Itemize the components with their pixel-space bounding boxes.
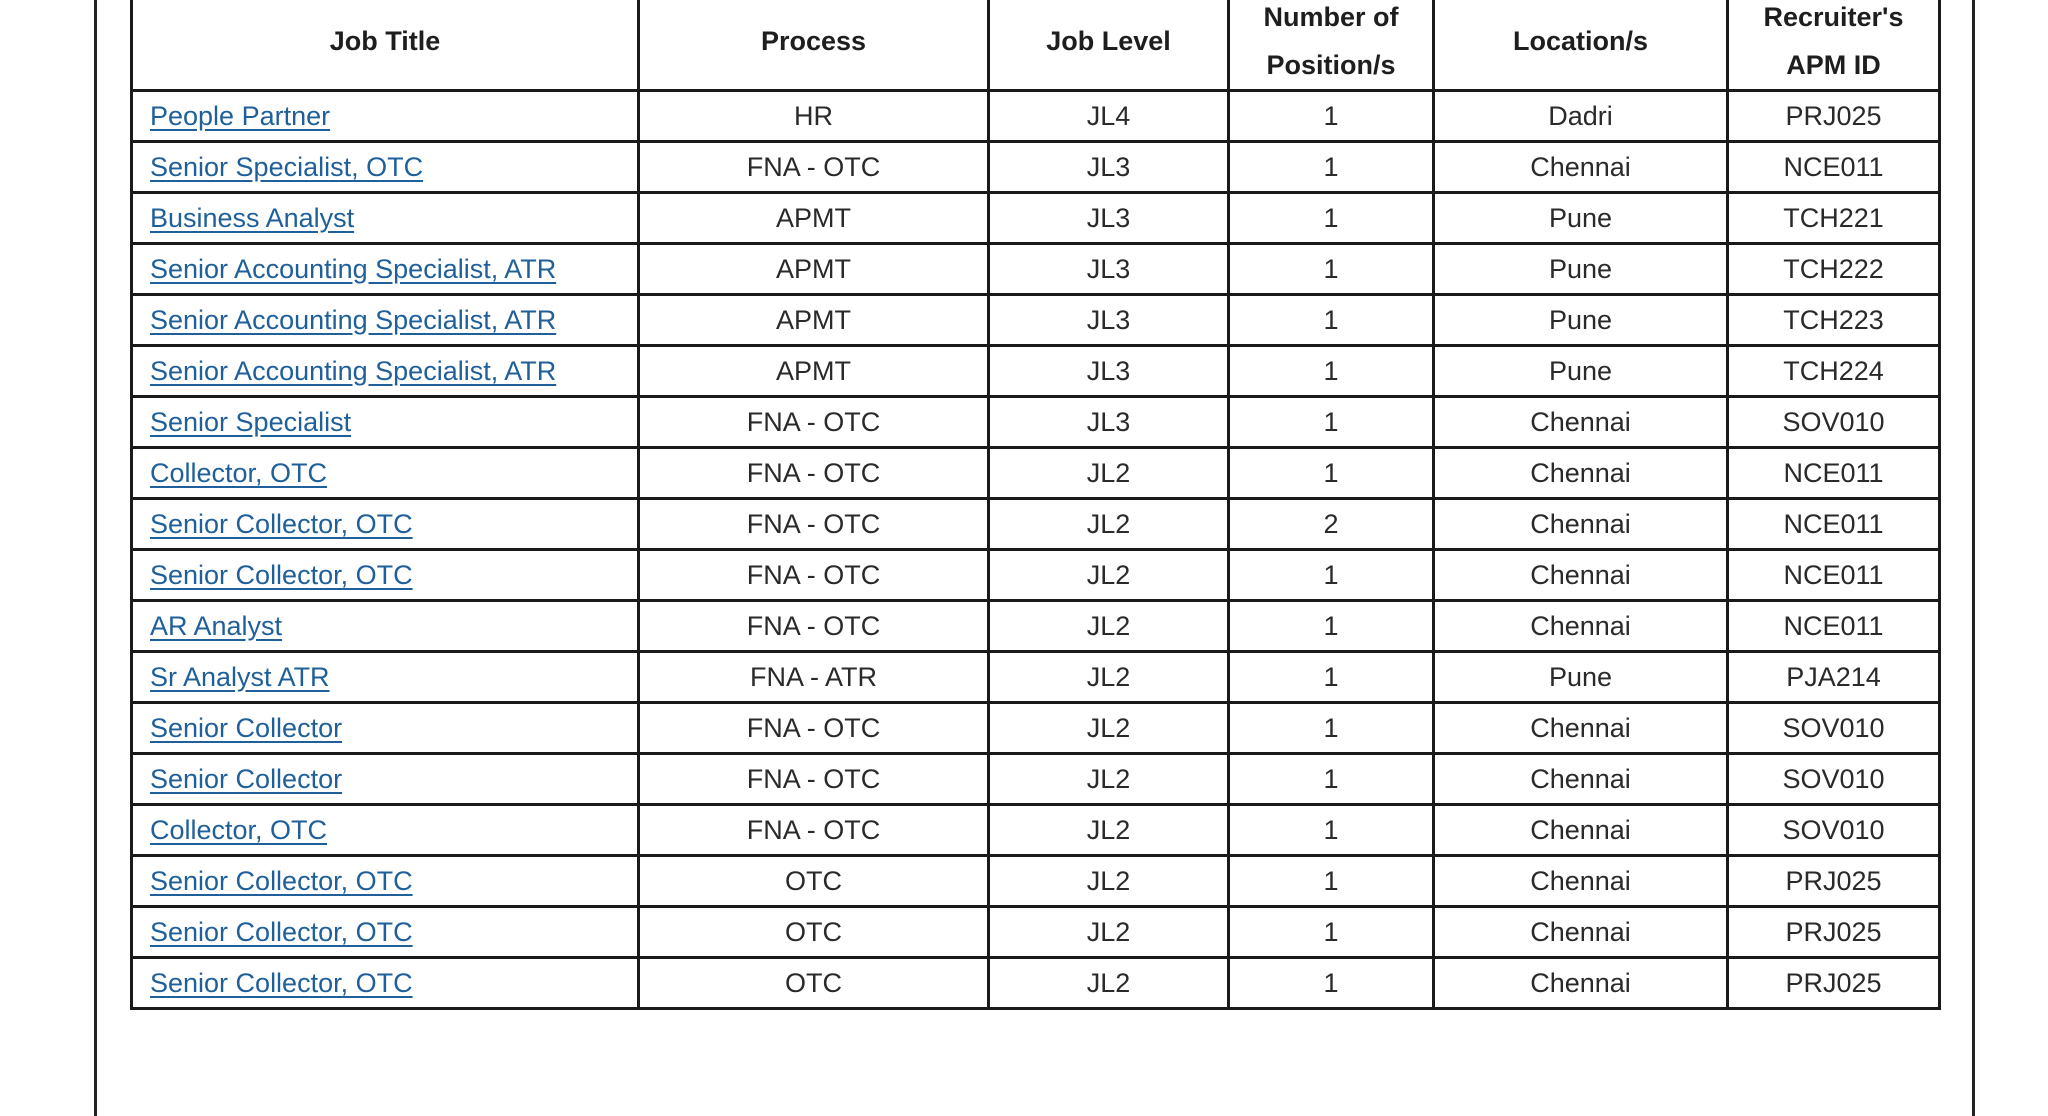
job-title-cell [132, 244, 639, 295]
positions-cell: 1 [1229, 907, 1434, 958]
job-level-cell: JL2 [989, 856, 1229, 907]
job-title-link[interactable]: Senior Specialist [150, 406, 352, 437]
job-title-link[interactable]: AR Analyst [150, 610, 283, 641]
job-title-link[interactable]: Senior Collector [150, 712, 343, 743]
table-row [132, 856, 1940, 907]
process-cell: OTC [639, 907, 989, 958]
positions-cell: 1 [1229, 550, 1434, 601]
job-title-cell [132, 550, 639, 601]
process-cell: HR [639, 91, 989, 142]
apm-id-cell: NCE011 [1728, 601, 1940, 652]
process-cell: FNA - OTC [639, 601, 989, 652]
header-recruiter-apm-id [1728, 0, 1940, 91]
job-title-cell [132, 703, 639, 754]
apm-id-cell: NCE011 [1728, 448, 1940, 499]
job-level-cell: JL2 [989, 448, 1229, 499]
header-job-level: Job Level [989, 0, 1229, 91]
location-cell: Dadri [1434, 91, 1728, 142]
location-cell: Pune [1434, 244, 1728, 295]
positions-cell: 1 [1229, 958, 1434, 1009]
table-row [132, 958, 1940, 1009]
location-cell: Chennai [1434, 703, 1728, 754]
apm-id-cell: SOV010 [1728, 703, 1940, 754]
header-positions-line1: Number of [1263, 2, 1399, 32]
table-row [132, 754, 1940, 805]
job-title-link[interactable]: Senior Accounting Specialist, ATR [150, 304, 557, 335]
apm-id-cell: PRJ025 [1728, 91, 1940, 142]
process-cell: FNA - OTC [639, 448, 989, 499]
table-row [132, 448, 1940, 499]
header-positions-line2: Position/s [1266, 50, 1396, 80]
location-cell: Chennai [1434, 550, 1728, 601]
process-cell: OTC [639, 958, 989, 1009]
job-title-link[interactable]: People Partner [150, 100, 331, 131]
job-title-cell [132, 142, 639, 193]
process-cell: FNA - OTC [639, 805, 989, 856]
location-cell: Chennai [1434, 754, 1728, 805]
table-row [132, 142, 1940, 193]
job-level-cell: JL4 [989, 91, 1229, 142]
location-cell: Chennai [1434, 448, 1728, 499]
positions-cell: 1 [1229, 397, 1434, 448]
location-cell: Chennai [1434, 805, 1728, 856]
job-title-link[interactable]: Senior Collector, OTC [150, 508, 413, 539]
job-level-cell: JL3 [989, 142, 1229, 193]
job-level-cell: JL3 [989, 244, 1229, 295]
positions-cell: 1 [1229, 652, 1434, 703]
job-level-cell: JL2 [989, 652, 1229, 703]
positions-cell: 1 [1229, 244, 1434, 295]
job-title-cell [132, 805, 639, 856]
job-title-cell [132, 499, 639, 550]
positions-cell: 1 [1229, 193, 1434, 244]
table-row [132, 652, 1940, 703]
job-title-link[interactable]: Collector, OTC [150, 457, 328, 488]
table-row [132, 193, 1940, 244]
table-row [132, 703, 1940, 754]
process-cell: FNA - OTC [639, 499, 989, 550]
process-cell: APMT [639, 346, 989, 397]
job-level-cell: JL2 [989, 754, 1229, 805]
apm-id-cell: TCH224 [1728, 346, 1940, 397]
positions-cell: 1 [1229, 91, 1434, 142]
process-cell: FNA - OTC [639, 142, 989, 193]
job-title-cell [132, 907, 639, 958]
apm-id-cell: PRJ025 [1728, 907, 1940, 958]
job-level-cell: JL3 [989, 295, 1229, 346]
apm-id-cell: TCH223 [1728, 295, 1940, 346]
job-level-cell: JL2 [989, 805, 1229, 856]
header-location: Location/s [1434, 0, 1728, 91]
location-cell: Pune [1434, 193, 1728, 244]
location-cell: Chennai [1434, 856, 1728, 907]
apm-id-cell: SOV010 [1728, 397, 1940, 448]
location-cell: Chennai [1434, 907, 1728, 958]
process-cell: FNA - ATR [639, 652, 989, 703]
process-cell: FNA - OTC [639, 754, 989, 805]
location-cell: Chennai [1434, 958, 1728, 1009]
apm-id-cell: NCE011 [1728, 499, 1940, 550]
job-level-cell: JL3 [989, 346, 1229, 397]
table-row [132, 805, 1940, 856]
job-level-cell: JL2 [989, 601, 1229, 652]
job-openings-table [130, 0, 1941, 1010]
job-title-link[interactable]: Sr Analyst ATR [150, 661, 330, 692]
positions-cell: 1 [1229, 754, 1434, 805]
apm-id-cell: NCE011 [1728, 550, 1940, 601]
job-level-cell: JL3 [989, 193, 1229, 244]
process-cell: APMT [639, 193, 989, 244]
job-title-cell [132, 754, 639, 805]
job-title-cell [132, 601, 639, 652]
job-title-link[interactable]: Senior Collector, OTC [150, 559, 413, 590]
table-row [132, 601, 1940, 652]
positions-cell: 1 [1229, 142, 1434, 193]
job-level-cell: JL3 [989, 397, 1229, 448]
apm-id-cell: PRJ025 [1728, 856, 1940, 907]
job-title-cell [132, 193, 639, 244]
positions-cell: 1 [1229, 805, 1434, 856]
table-row [132, 499, 1940, 550]
job-title-cell [132, 346, 639, 397]
process-cell: FNA - OTC [639, 550, 989, 601]
header-job-title: Job Title [132, 0, 639, 91]
job-title-link[interactable]: Senior Accounting Specialist, ATR [150, 355, 557, 386]
process-cell: FNA - OTC [639, 703, 989, 754]
job-title-link[interactable]: Senior Collector [150, 763, 343, 794]
table-body [132, 91, 1940, 1009]
job-title-cell [132, 958, 639, 1009]
job-title-cell [132, 652, 639, 703]
job-title-cell [132, 397, 639, 448]
header-number-of-positions [1229, 0, 1434, 91]
positions-cell: 1 [1229, 448, 1434, 499]
location-cell: Chennai [1434, 499, 1728, 550]
job-level-cell: JL2 [989, 958, 1229, 1009]
table-header [132, 0, 1940, 91]
table-row [132, 91, 1940, 142]
positions-cell: 1 [1229, 703, 1434, 754]
table-row [132, 907, 1940, 958]
job-title-cell [132, 448, 639, 499]
positions-cell: 1 [1229, 601, 1434, 652]
process-cell: FNA - OTC [639, 397, 989, 448]
header-row [132, 0, 1940, 91]
apm-id-cell: PRJ025 [1728, 958, 1940, 1009]
job-title-link[interactable]: Senior Collector, OTC [150, 967, 413, 998]
location-cell: Pune [1434, 346, 1728, 397]
apm-id-cell: SOV010 [1728, 754, 1940, 805]
table-row [132, 295, 1940, 346]
job-title-cell [132, 295, 639, 346]
job-title-cell [132, 856, 639, 907]
apm-id-cell: TCH222 [1728, 244, 1940, 295]
job-title-link[interactable]: Collector, OTC [150, 814, 328, 845]
location-cell: Pune [1434, 652, 1728, 703]
apm-id-cell: SOV010 [1728, 805, 1940, 856]
positions-cell: 2 [1229, 499, 1434, 550]
job-title-link[interactable]: Senior Specialist, OTC [150, 151, 424, 182]
table-row [132, 244, 1940, 295]
job-level-cell: JL2 [989, 703, 1229, 754]
process-cell: APMT [639, 244, 989, 295]
apm-id-cell: PJA214 [1728, 652, 1940, 703]
location-cell: Pune [1434, 295, 1728, 346]
header-recruiter-line1: Recruiter's [1763, 2, 1904, 32]
job-title-link[interactable]: Senior Collector, OTC [150, 916, 413, 947]
apm-id-cell: NCE011 [1728, 142, 1940, 193]
positions-cell: 1 [1229, 346, 1434, 397]
location-cell: Chennai [1434, 142, 1728, 193]
table-row [132, 346, 1940, 397]
positions-cell: 1 [1229, 295, 1434, 346]
table-row [132, 550, 1940, 601]
table-row [132, 397, 1940, 448]
process-cell: OTC [639, 856, 989, 907]
job-title-link[interactable]: Senior Accounting Specialist, ATR [150, 253, 557, 284]
header-process: Process [639, 0, 989, 91]
positions-cell: 1 [1229, 856, 1434, 907]
location-cell: Chennai [1434, 601, 1728, 652]
apm-id-cell: TCH221 [1728, 193, 1940, 244]
job-level-cell: JL2 [989, 550, 1229, 601]
header-recruiter-line2: APM ID [1786, 50, 1881, 80]
process-cell: APMT [639, 295, 989, 346]
job-title-link[interactable]: Senior Collector, OTC [150, 865, 413, 896]
job-title-link[interactable]: Business Analyst [150, 202, 355, 233]
job-title-cell [132, 91, 639, 142]
job-level-cell: JL2 [989, 907, 1229, 958]
location-cell: Chennai [1434, 397, 1728, 448]
job-level-cell: JL2 [989, 499, 1229, 550]
